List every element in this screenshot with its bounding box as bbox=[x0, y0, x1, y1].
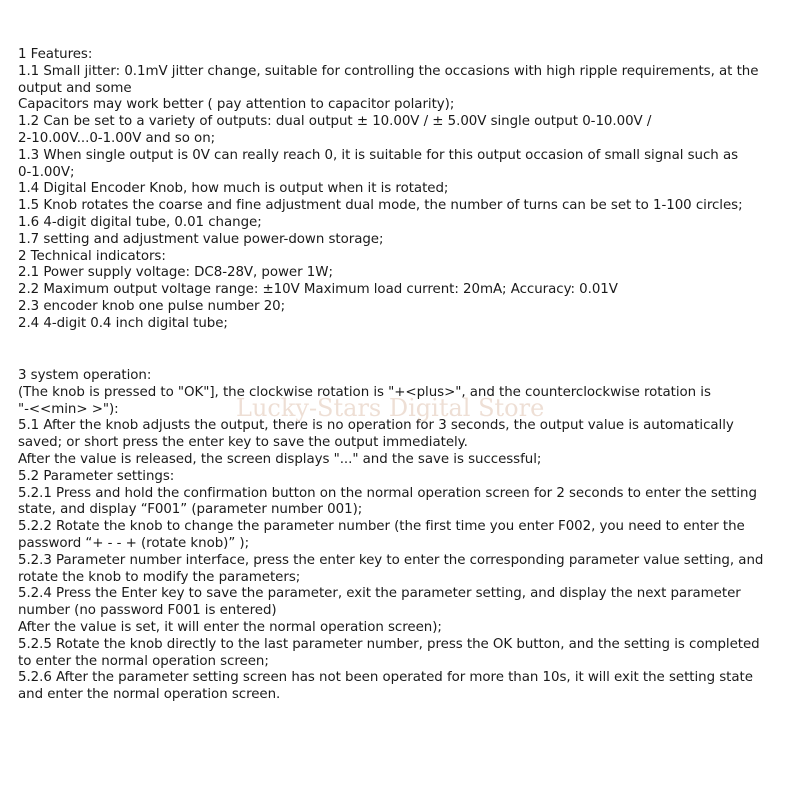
text-line: 1.4 Digital Encoder Knob, how much is output when it is rotated; bbox=[18, 181, 449, 197]
text-line: 5.2.3 Parameter number interface, press the enter key to enter the corresponding parameter value setting, and bbox=[18, 552, 764, 568]
text-line: 5.2.6 After the parameter setting screen has not been operated for more than 10s, it will exit the setting state bbox=[18, 670, 753, 686]
text-line: output and some bbox=[18, 80, 132, 96]
text-line: 1.6 4-digit digital tube, 0.01 change; bbox=[18, 214, 262, 230]
text-line: After the value is released, the screen displays "..." and the save is successful; bbox=[18, 451, 542, 467]
section-heading: 2 Technical indicators: bbox=[18, 248, 166, 264]
text-line: to enter the normal operation screen; bbox=[18, 653, 269, 669]
text-line: number (no password F001 is entered) bbox=[18, 603, 277, 619]
text-line: state, and display “F001” (parameter number 001); bbox=[18, 502, 363, 518]
text-line: saved; or short press the enter key to save the output immediately. bbox=[18, 435, 468, 451]
text-line: After the value is set, it will enter the normal operation screen); bbox=[18, 619, 442, 635]
text-line: 5.2.2 Rotate the knob to change the parameter number (the first time you enter F002, you need to enter the bbox=[18, 519, 745, 535]
text-line: and enter the normal operation screen. bbox=[18, 687, 281, 703]
text-line: 2.2 Maximum output voltage range: ±10V Maximum load current: 20mA; Accuracy: 0.01V bbox=[18, 282, 618, 298]
text-line: 0-1.00V; bbox=[18, 164, 75, 180]
text-line: 5.1 After the knob adjusts the output, there is no operation for 3 seconds, the output value is automatically bbox=[18, 418, 734, 434]
store-watermark: Lucky-Stars Digital Store bbox=[236, 394, 545, 422]
text-line: 5.2 Parameter settings: bbox=[18, 468, 175, 484]
text-line: 2.3 encoder knob one pulse number 20; bbox=[18, 298, 286, 314]
text-line: rotate the knob to modify the parameters; bbox=[18, 569, 301, 585]
text-line: 2.4 4-digit 0.4 inch digital tube; bbox=[18, 315, 228, 331]
text-line: 1.5 Knob rotates the coarse and fine adjustment dual mode, the number of turns can be set to 1-100 circles; bbox=[18, 198, 743, 214]
text-line: (The knob is pressed to "OK"], the clockwise rotation is "+<plus>", and the counterclockwise rotation is bbox=[18, 384, 711, 400]
operation-section bbox=[18, 368, 788, 704]
text-line: password “+ - - + (rotate knob)” ); bbox=[18, 535, 250, 551]
text-line: 2-10.00V...0-1.00V and so on; bbox=[18, 130, 216, 146]
section-heading: 1 Features: bbox=[18, 47, 93, 62]
section-heading: 3 system operation: bbox=[18, 368, 152, 383]
text-line: 1.7 setting and adjustment value power-down storage; bbox=[18, 231, 384, 247]
text-line: Capacitors may work better ( pay attention to capacitor polarity); bbox=[18, 97, 455, 113]
text-line: 1.3 When single output is 0V can really reach 0, it is suitable for this output occasion of small signal such as bbox=[18, 147, 739, 163]
text-line: 2.1 Power supply voltage: DC8-28V, power 1W; bbox=[18, 265, 333, 281]
text-line: 1.2 Can be set to a variety of outputs: dual output ± 10.00V / ± 5.00V single output 0-10.00V / bbox=[18, 114, 652, 130]
text-line: 5.2.4 Press the Enter key to save the parameter, exit the parameter setting, and display the next parameter bbox=[18, 586, 741, 602]
text-line: 1.1 Small jitter: 0.1mV jitter change, suitable for controlling the occasions with high ripple requirements, at the bbox=[18, 63, 759, 79]
features-section bbox=[18, 47, 788, 333]
text-line: "-<<min> >"): bbox=[18, 401, 119, 417]
text-line: 5.2.5 Rotate the knob directly to the last parameter number, press the OK button, and the setting is completed bbox=[18, 636, 760, 652]
text-line: 5.2.1 Press and hold the confirmation button on the normal operation screen for 2 seconds to enter the setting bbox=[18, 485, 757, 501]
